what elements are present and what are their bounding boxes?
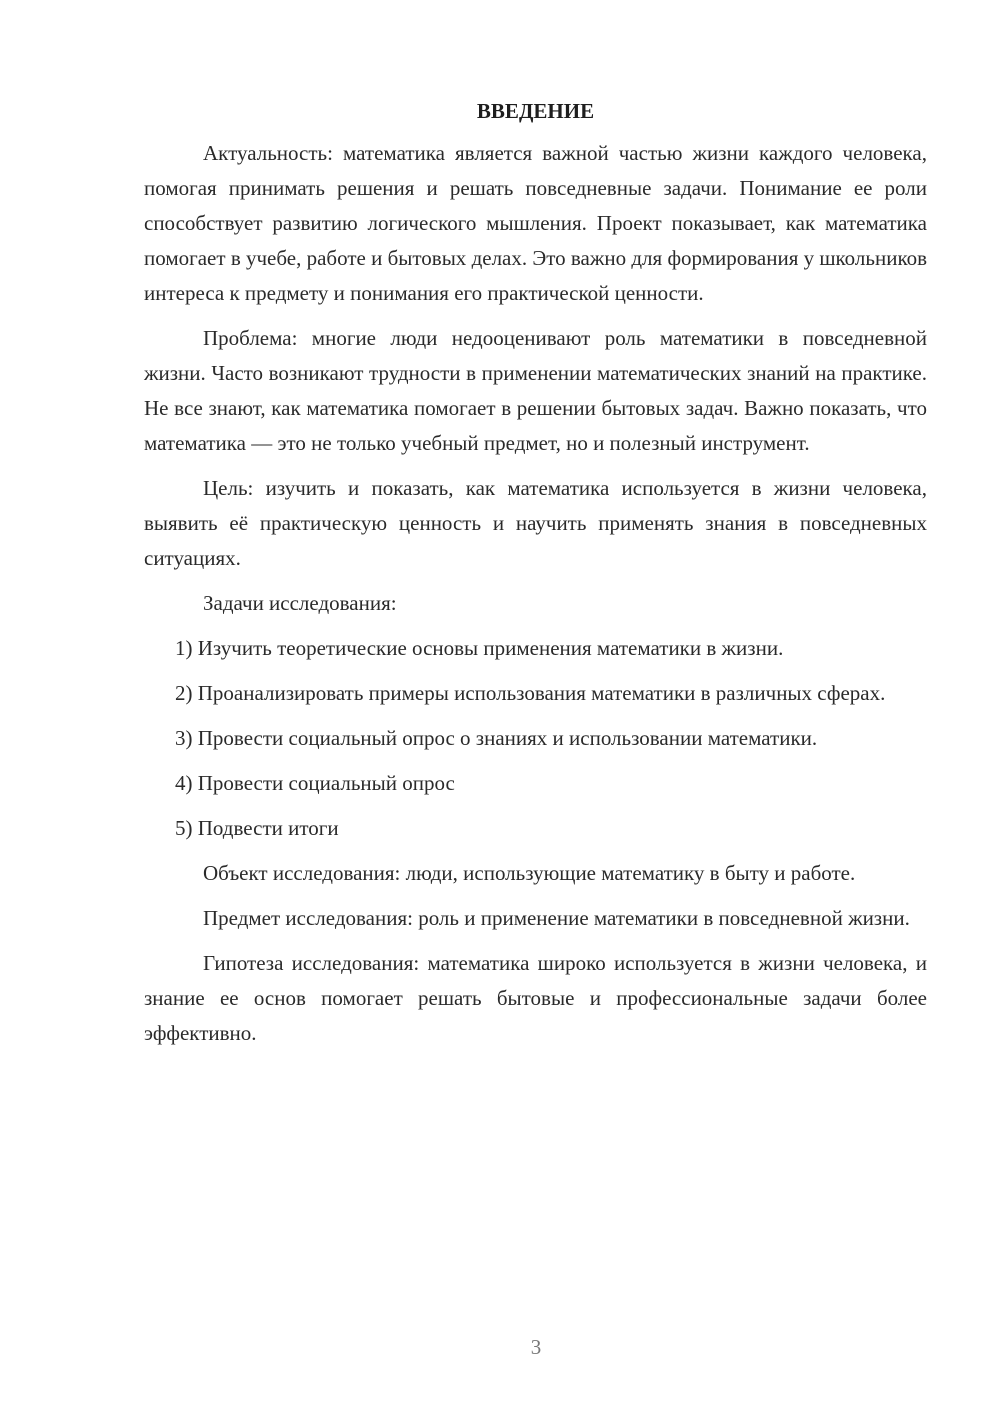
task-item: 1) Изучить теоретические основы применения математики в жизни. [175,636,784,660]
paragraph-subject: Предмет исследования: роль и применение математики в повседневной жизни. [203,906,910,930]
task-item: 4) Провести социальный опрос [175,771,455,795]
paragraph-problem: Проблема: многие люди недооценивают роль математики в повседневной жизни. Часто возникают трудности в применении математических знаний на практике. Не все знают, как математика помогает в решении бытовых задач. Важно показать, что математика — это не только учебный предмет, но и полезный инструмент. [144,326,927,455]
section-title: ВВЕДЕНИЕ [476,99,595,123]
task-item: 5) Подвести итоги [175,816,339,840]
paragraph-object: Объект исследования: люди, использующие математику в быту и работе. [203,861,856,885]
page-number: 3 [530,1335,542,1359]
paragraph-hypothesis: Гипотеза исследования: математика широко используется в жизни человека, и знание ее основ помогает решать бытовые и профессиональные задачи более эффективно. [144,951,927,1045]
paragraph-goal: Цель: изучить и показать, как математика используется в жизни человека, выявить её практическую ценность и научить применять знания в повседневных ситуациях. [144,476,927,570]
tasks-heading: Задачи исследования: [203,591,397,615]
paragraph-relevance: Актуальность: математика является важной частью жизни каждого человека, помогая принимать решения и решать повседневные задачи. Понимание ее роли способствует развитию логического мышления. Проект показывает, как математика помогает в учебе, работе и бытовых делах. Это важно для формирования у школьников интереса к предмету и понимания его практической ценности. [144,141,927,305]
task-item: 2) Проанализировать примеры использования математики в различных сферах. [175,681,886,705]
page-content [144,94,927,1051]
task-item: 3) Провести социальный опрос о знаниях и использовании математики. [175,726,818,750]
